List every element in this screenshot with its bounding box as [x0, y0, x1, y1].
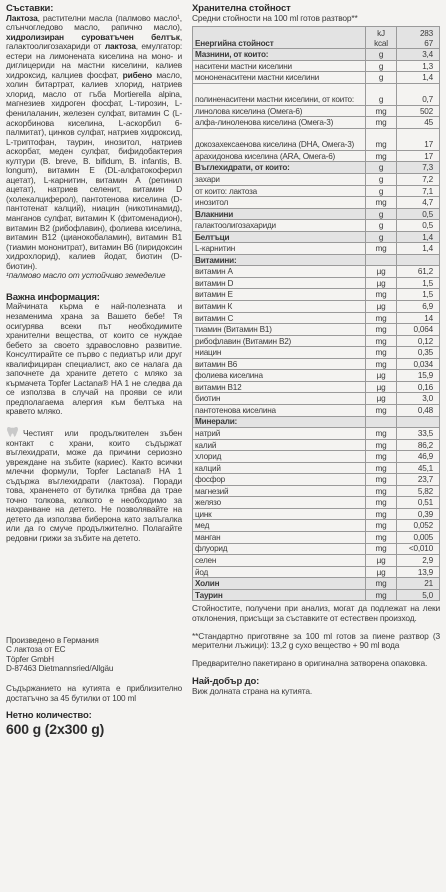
contents-text: Съдържанието на кутията е приблизително достатъчно за 45 бутилки от 100 ml	[6, 683, 182, 703]
table-row	[193, 335, 440, 347]
table-row	[193, 370, 440, 382]
nutrient-unit: g	[366, 83, 397, 105]
nutrient-name: калий	[193, 439, 366, 451]
nutrient-unit: µg	[366, 370, 397, 382]
table-row	[193, 578, 440, 590]
best-before-text: Виж долната страна на кутията.	[192, 685, 313, 696]
nutrient-value: 3,0	[397, 393, 440, 405]
table-row	[193, 393, 440, 405]
nutrient-value: 23,7	[397, 474, 440, 486]
teeth-warning	[6, 425, 182, 544]
nutrient-value: 17	[397, 128, 440, 150]
table-row	[193, 60, 440, 72]
table-row	[193, 485, 440, 497]
made-line: D-87463 Dietmannsried/Allgäu	[6, 664, 114, 674]
nutrient-value: 21	[397, 578, 440, 590]
nutrient-name: фолиева киселина	[193, 370, 366, 382]
table-row	[193, 474, 440, 486]
table-row	[193, 117, 440, 129]
nutrient-value: 1,5	[397, 289, 440, 301]
nutrient-name: Белтъци	[193, 231, 366, 243]
nutrient-value: 61,2	[397, 266, 440, 278]
nutrient-name: от които: лактоза	[193, 185, 366, 197]
nutrient-name: магнезий	[193, 485, 366, 497]
table-row	[193, 162, 440, 174]
important-text: Майчината кърма е най-полезната и незаменима храна за Вашето бебе! Тя осигурява всеки път необходимите хранителни вещества, от които се нуждае бебето за своето здравословно развитие. Консултирайте се първо с педиатър или друг квалифициран специалист, ако се налага да започнете да храните детето с мляко за кърмачета Topfer Lactana® HA 1 не следва да се използва в случай на прояви се или предполагаема алергия към белтъка на кравето мляко.	[6, 301, 182, 417]
nutrient-value	[397, 254, 440, 266]
nutrient-name: рибофлавин (Витамин В2)	[193, 335, 366, 347]
ingredient-text: масло, холин битартрат, калиев хлорид, натриев хлорид, масло от гъба Mortierella alpina, магнезиев хидроген фосфат, L-тирозин, L-фенилаланин, железен сулфат, витамин С (L-аскорбинова киселина, L-аскорбил 6-палмитат), цинков сулфат, натриев хидроксид, L-триптофан, таурин, инозитол, натриев аскорбат, меден сулфат, бифидобактерия култури (В. breve, В. bifidum, В. infantis, В. longum), витамин Е (DL-алфатокоферил ацетат), L-карнитин, витамин А (ретинил ацетат), натриев селенит, витамин D (холекалциферол), пантотенова киселина (D-пантотенат калций), ниацин (никотинамид), манганов сулфат, витамин К (фитоменадион), витамин В2 (рибофлавин), фолиева киселина, витамин В12 (цианокобаламин), витамин В1 (тиамин мононитрат), витамин В6 (пиридоксин хидрохлорид), калиев йодат, биотин (D-биотин).	[6, 69, 182, 271]
nutrient-unit: g	[366, 72, 397, 84]
nutrient-value: 1,3	[397, 60, 440, 72]
net-value: 600 g (2x300 g)	[6, 720, 105, 737]
table-row	[193, 289, 440, 301]
table-row	[193, 555, 440, 567]
teeth-text: Честият или продължителен зъбен контакт с храни, които съдържат въглехидрати, може да причини сериозно увреждане на зъбите (кариес). Както всички млечни формули, Topfer Lactana® HA 1 съдържа въглехидрати (лактоза). Поради това, храненето от бутилка трябва да трае точно толкова, колкото е необходимо за нахранване на детето. Не позволявайте на детето да използва биберона като залъгалка или да го смуче продължително. Полагайте редовни грижи за зъбите на детето.	[6, 427, 182, 543]
ingredient-allergen: хидролизиран суроватъчен белтък	[6, 31, 180, 42]
nutrient-name: Минерали:	[193, 416, 366, 428]
nutrient-name: фосфор	[193, 474, 366, 486]
nutrient-name: докозахексаенова киселина (DHA, Омега-3)	[193, 128, 366, 150]
nutrient-name: натрий	[193, 428, 366, 440]
nutrient-name: витамин D	[193, 277, 366, 289]
nutrient-value: 0,5	[397, 220, 440, 232]
nutrient-value: 0,052	[397, 520, 440, 532]
table-row	[193, 508, 440, 520]
nutrient-unit: mg	[366, 474, 397, 486]
nutrient-name: витамин С	[193, 312, 366, 324]
nutrient-value: 0,7	[397, 83, 440, 105]
nutrient-name: Влакнини	[193, 208, 366, 220]
nutrient-unit: mg	[366, 485, 397, 497]
nutrition-subtitle: Средни стойности на 100 ml готов разтвор**	[192, 12, 358, 23]
table-row	[193, 301, 440, 313]
nutrient-name: тиамин (Витамин В1)	[193, 324, 366, 336]
nutrient-value: <0,010	[397, 543, 440, 555]
nutrient-name: калций	[193, 462, 366, 474]
table-row	[193, 254, 440, 266]
preparation-note: **Стандартно приготвяне за 100 ml готов за пиене разтвор (3 мерителни лъжици): 13,2 g сухо вещество + 90 ml вода	[192, 630, 440, 651]
nutrient-name: мед	[193, 520, 366, 532]
nutrient-value: 0,51	[397, 497, 440, 509]
nutrient-unit: mg	[366, 404, 397, 416]
table-row	[193, 27, 440, 49]
nutrient-unit: mg	[366, 451, 397, 463]
nutrient-name: витамин А	[193, 266, 366, 278]
nutrient-value: 283 67	[397, 27, 440, 49]
nutrient-value: 0,35	[397, 347, 440, 359]
nutrition-table	[192, 26, 440, 601]
nutrient-name: Мазнини, от които:	[193, 49, 366, 61]
nutrient-name: витамин Е	[193, 289, 366, 301]
table-row	[193, 266, 440, 278]
nutrient-unit: µg	[366, 301, 397, 313]
net-title: Нетно количество:	[6, 710, 92, 722]
table-row	[193, 451, 440, 463]
nutrient-value: 5,82	[397, 485, 440, 497]
nutrient-name: захари	[193, 174, 366, 186]
nutrient-value: 1,5	[397, 277, 440, 289]
nutrient-name: полиненаситени мастни киселини, от които:	[193, 83, 366, 105]
nutrient-name: Таурин	[193, 589, 366, 601]
nutrient-name: витамин В12	[193, 381, 366, 393]
nutrient-name: йод	[193, 566, 366, 578]
nutrient-unit: mg	[366, 497, 397, 509]
nutrient-value: 17	[397, 150, 440, 162]
nutrient-unit: g	[366, 220, 397, 232]
nutrition-title: Хранителна стойност	[192, 3, 291, 14]
nutrient-value: 502	[397, 105, 440, 117]
table-row	[193, 324, 440, 336]
table-row	[193, 312, 440, 324]
table-row	[193, 231, 440, 243]
ingredients-text	[6, 14, 182, 272]
nutrient-name: витамин К	[193, 301, 366, 313]
nutrient-name: Енергийна стойност	[193, 27, 366, 49]
table-row	[193, 428, 440, 440]
nutrient-value: 1,4	[397, 72, 440, 84]
table-row	[193, 185, 440, 197]
nutrient-value: 2,9	[397, 555, 440, 567]
nutrient-name: Холин	[193, 578, 366, 590]
table-row	[193, 381, 440, 393]
nutrient-unit: µg	[366, 381, 397, 393]
table-row	[193, 174, 440, 186]
nutrient-unit: mg	[366, 197, 397, 209]
nutrient-unit: g	[366, 208, 397, 220]
nutrient-value: 0,005	[397, 531, 440, 543]
ingredient-allergen: Лактоза	[6, 12, 38, 23]
nutrient-value: 7,1	[397, 185, 440, 197]
nutrient-value: 7,3	[397, 162, 440, 174]
nutrient-unit: mg	[366, 589, 397, 601]
ingredient-text: ¹, слънчогледово масло, рапично масло),	[6, 12, 182, 33]
nutrient-name: наситени мастни киселини	[193, 60, 366, 72]
nutrient-value: 45	[397, 117, 440, 129]
table-row	[193, 72, 440, 84]
nutrient-unit: mg	[366, 428, 397, 440]
nutrient-value: 0,064	[397, 324, 440, 336]
nutrient-unit: µg	[366, 266, 397, 278]
table-row	[193, 347, 440, 359]
table-row	[193, 416, 440, 428]
table-row	[193, 197, 440, 209]
nutrient-name: желязо	[193, 497, 366, 509]
table-row	[193, 150, 440, 162]
nutrient-name: биотин	[193, 393, 366, 405]
nutrient-unit: g	[366, 49, 397, 61]
nutrient-unit: mg	[366, 289, 397, 301]
nutrient-unit: mg	[366, 117, 397, 129]
nutrient-name: L-карнитин	[193, 243, 366, 255]
nutrient-unit: mg	[366, 312, 397, 324]
nutrient-value: 1,4	[397, 243, 440, 255]
ingredient-allergen: лактоза	[104, 41, 136, 52]
nutrient-unit: kJ kcal	[366, 27, 397, 49]
nutrient-name: хлорид	[193, 451, 366, 463]
made-line: С лактоза от ЕС	[6, 645, 66, 655]
nutrient-unit: mg	[366, 324, 397, 336]
nutrient-name: ниацин	[193, 347, 366, 359]
table-row	[193, 531, 440, 543]
nutrient-value: 33,5	[397, 428, 440, 440]
nutrient-unit: mg	[366, 578, 397, 590]
nutrient-name: арахидонова киселина (ARA, Омега-6)	[193, 150, 366, 162]
ingredient-allergen: рибено	[122, 69, 152, 80]
nutrient-unit: g	[366, 231, 397, 243]
nutrient-unit: g	[366, 162, 397, 174]
nutrient-unit: mg	[366, 105, 397, 117]
nutrient-name: витамин В6	[193, 358, 366, 370]
table-row	[193, 243, 440, 255]
nutrient-unit: µg	[366, 277, 397, 289]
nutrient-unit	[366, 254, 397, 266]
nutrient-name: пантотенова киселина	[193, 404, 366, 416]
nutrient-unit: g	[366, 185, 397, 197]
table-row	[193, 520, 440, 532]
table-row	[193, 83, 440, 105]
nutrient-value: 4,7	[397, 197, 440, 209]
nutrient-unit: g	[366, 174, 397, 186]
nutrient-name: алфа-линоленова киселина (Омега-3)	[193, 117, 366, 129]
nutrient-unit: mg	[366, 520, 397, 532]
nutrient-unit: mg	[366, 439, 397, 451]
nutrient-value: 0,5	[397, 208, 440, 220]
best-before-title: Най-добър до:	[192, 676, 260, 688]
nutrient-value: 1,4	[397, 231, 440, 243]
nutrient-name: цинк	[193, 508, 366, 520]
analysis-note: Стойностите, получени при анализ, могат да подлежат на леки отклонения, присъщи за съставките от естествен произход.	[192, 603, 440, 623]
ingredient-text: , емулгатор: естери на лимонената киселина на моно- и диглицериди на мастни киселини, калиев хидроксид, калциев фосфат,	[6, 41, 183, 80]
nutrient-unit: mg	[366, 150, 397, 162]
table-row	[193, 277, 440, 289]
nutrient-unit: mg	[366, 243, 397, 255]
nutrient-value: 46,9	[397, 451, 440, 463]
nutrient-unit: mg	[366, 128, 397, 150]
nutrient-name: мононенаситени мастни киселини	[193, 72, 366, 84]
nutrient-unit: mg	[366, 347, 397, 359]
nutrient-name: Въглехидрати, от които:	[193, 162, 366, 174]
table-row	[193, 404, 440, 416]
packaging-note: Предварително пакетирано в оригинална затворена опаковка.	[192, 658, 428, 669]
nutrient-value: 13,9	[397, 566, 440, 578]
nutrient-name: Витамини:	[193, 254, 366, 266]
important-title: Важна информация:	[6, 291, 100, 303]
made-line: Произведено в Германия	[6, 635, 99, 645]
nutrient-unit: mg	[366, 543, 397, 555]
nutrient-value: 0,16	[397, 381, 440, 393]
nutrient-value: 0,48	[397, 404, 440, 416]
table-row	[193, 543, 440, 555]
table-row	[193, 497, 440, 509]
nutrient-name: флуорид	[193, 543, 366, 555]
nutrient-unit	[366, 416, 397, 428]
nutrient-value: 3,4	[397, 49, 440, 61]
left-column	[6, 3, 183, 737]
table-row	[193, 49, 440, 61]
nutrient-value: 7,2	[397, 174, 440, 186]
nutrient-value: 45,1	[397, 462, 440, 474]
nutrient-value: 0,034	[397, 358, 440, 370]
nutrient-value: 6,9	[397, 301, 440, 313]
nutrient-name: линолова киселина (Омега-6)	[193, 105, 366, 117]
tooth-icon	[6, 425, 19, 438]
nutrient-value: 14	[397, 312, 440, 324]
made-block	[6, 636, 182, 674]
nutrient-name: инозитол	[193, 197, 366, 209]
nutrient-name: манган	[193, 531, 366, 543]
nutrient-value: 0,12	[397, 335, 440, 347]
nutrient-value: 15,9	[397, 370, 440, 382]
table-row	[193, 358, 440, 370]
nutrient-name: селен	[193, 555, 366, 567]
nutrient-unit: mg	[366, 462, 397, 474]
table-row	[193, 220, 440, 232]
table-row	[193, 462, 440, 474]
table-row	[193, 566, 440, 578]
nutrient-unit: mg	[366, 358, 397, 370]
nutrient-unit: µg	[366, 555, 397, 567]
nutrient-unit: µg	[366, 566, 397, 578]
table-row	[193, 105, 440, 117]
nutrient-value: 5,0	[397, 589, 440, 601]
made-line: Töpfer GmbH	[6, 654, 54, 664]
nutrient-unit: g	[366, 60, 397, 72]
nutrient-unit: µg	[366, 393, 397, 405]
ingredient-text: , растителни масла (палмово масло	[37, 12, 178, 23]
table-row	[193, 208, 440, 220]
nutrient-value: 86,2	[397, 439, 440, 451]
ingredient-text: , галактоолигозахариди от	[6, 31, 182, 52]
table-row	[193, 439, 440, 451]
nutrient-name: галактоолигозахариди	[193, 220, 366, 232]
footnote: ¹палмово масло от устойчиво земеделие	[6, 270, 166, 281]
table-row	[193, 589, 440, 601]
ingredients-title: Съставки:	[6, 3, 54, 14]
nutrient-unit: mg	[366, 335, 397, 347]
nutrient-value	[397, 416, 440, 428]
nutrient-unit: mg	[366, 508, 397, 520]
nutrient-value: 0,39	[397, 508, 440, 520]
nutrient-unit: mg	[366, 531, 397, 543]
right-column	[192, 4, 440, 697]
table-row	[193, 128, 440, 150]
